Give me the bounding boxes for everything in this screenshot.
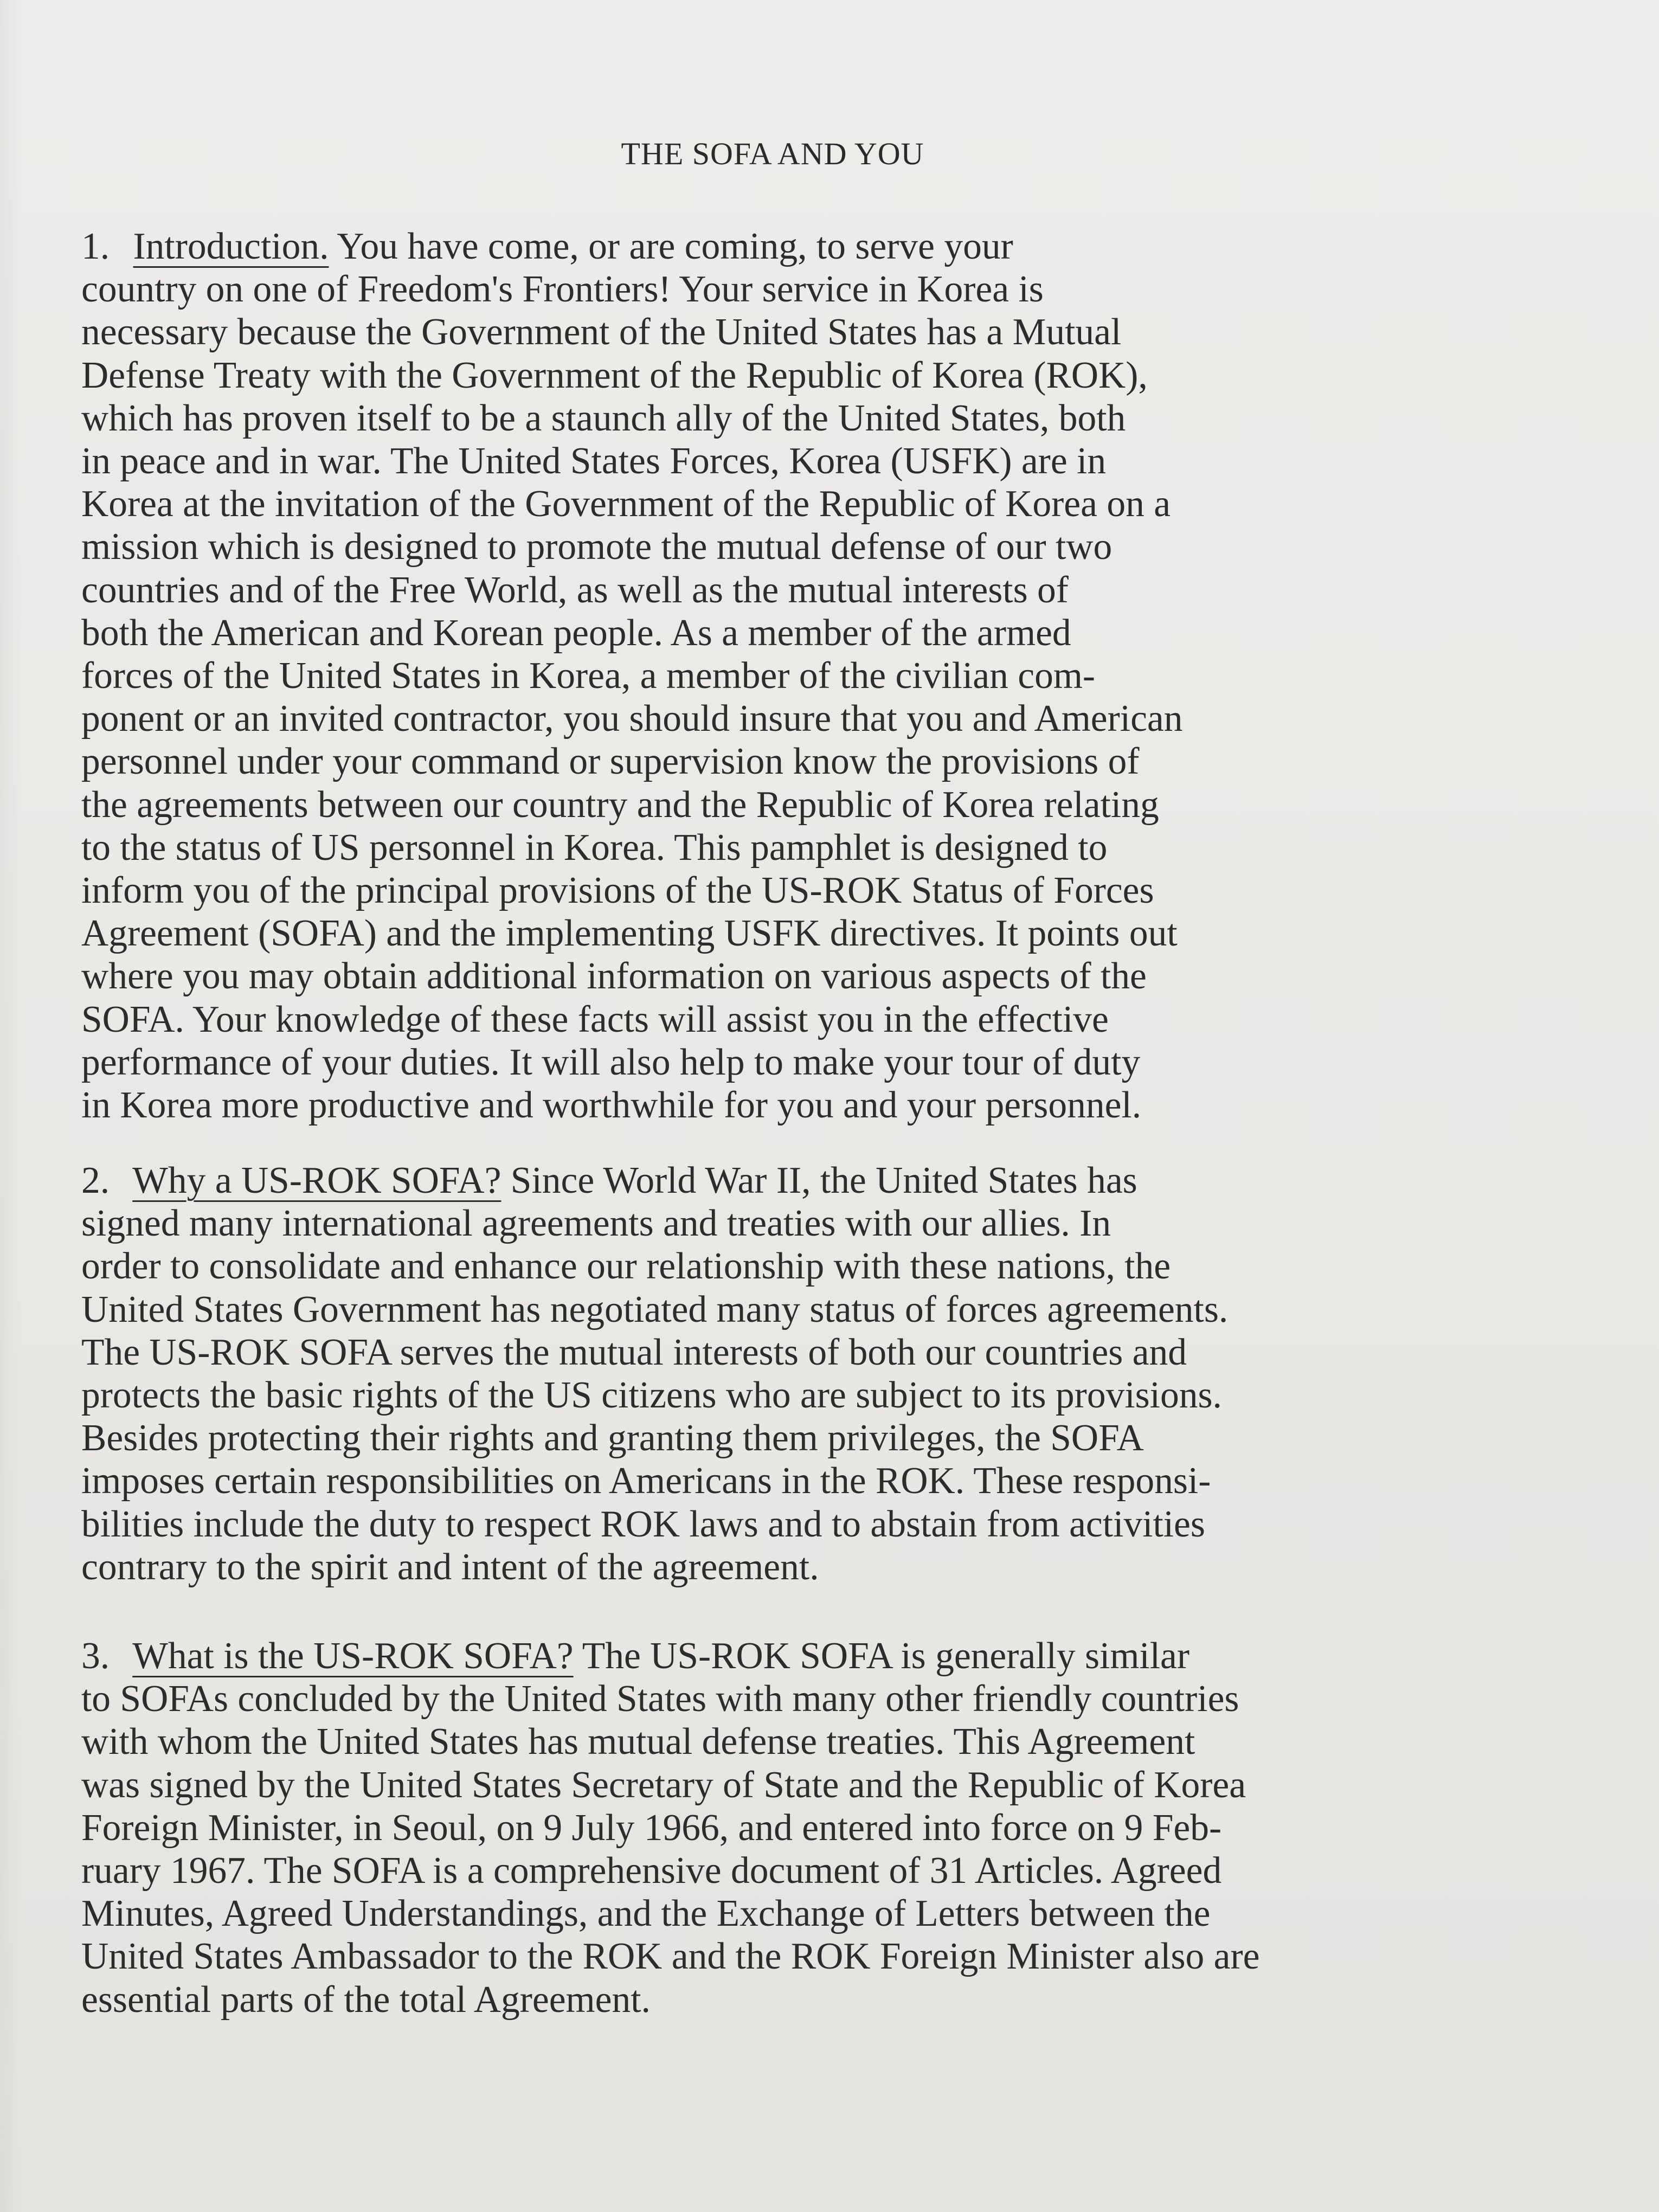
paragraph-line: essential parts of the total Agreement. <box>81 1978 651 2021</box>
paragraph-line: where you may obtain additional information on various aspects of the <box>81 955 1147 998</box>
paragraph-line: countries and of the Free World, as well as the mutual interests of <box>81 569 1069 611</box>
paragraph-line: necessary because the Government of the United States has a Mutual <box>81 311 1122 353</box>
paragraph-line: performance of your duties. It will also help to make your tour of duty <box>81 1041 1141 1083</box>
paragraph-line: both the American and Korean people. As a member of the armed <box>81 612 1071 654</box>
paragraph-line: The US-ROK SOFA serves the mutual interests of both our countries and <box>81 1331 1187 1373</box>
paragraph-line: in Korea more productive and worthwhile for you and your personnel. <box>81 1084 1142 1127</box>
paragraph-line: the agreements between our country and the Republic of Korea relating <box>81 783 1159 826</box>
paragraph-line: contrary to the spirit and intent of the agreement. <box>81 1546 819 1588</box>
page-title: THE SOFA AND YOU <box>621 136 924 171</box>
paragraph-line: order to consolidate and enhance our relationship with these nations, the <box>81 1245 1171 1288</box>
section-heading: Why a US-ROK SOFA? <box>132 1160 501 1201</box>
paragraph-line: protects the basic rights of the US citizens who are subject to its provisions. <box>81 1374 1222 1417</box>
paragraph-line: SOFA. Your knowledge of these facts will assist you in the effective <box>81 998 1109 1040</box>
paragraph-line: bilities include the duty to respect ROK laws and to abstain from activities <box>81 1503 1205 1545</box>
paragraph-line: personnel under your command or supervision know the provisions of <box>81 741 1140 783</box>
paragraph-line: signed many international agreements and treaties with our allies. In <box>81 1203 1111 1245</box>
paragraph-line: ponent or an invited contractor, you should insure that you and American <box>81 698 1183 740</box>
paragraph-line: in peace and in war. The United States Forces, Korea (USFK) are in <box>81 440 1107 483</box>
paragraph-line: inform you of the principal provisions of the US-ROK Status of Forces <box>81 870 1154 912</box>
paragraph-line: Korea at the invitation of the Government of the Republic of Korea on a <box>81 483 1171 525</box>
section-introduction <box>81 225 1578 1127</box>
section-what-is-sofa <box>81 1635 1578 2021</box>
paragraph-line <box>81 1159 1578 1202</box>
section-number: 3. <box>81 1635 110 1677</box>
paragraph-line: was signed by the United States Secretary of State and the Republic of Korea <box>81 1764 1246 1806</box>
paragraph-line <box>81 225 1578 268</box>
paragraph-line: country on one of Freedom's Frontiers! Your service in Korea is <box>81 268 1044 311</box>
paragraph-line <box>81 1635 1578 1677</box>
section-number: 2. <box>81 1160 110 1201</box>
paragraph-line: Minutes, Agreed Understandings, and the Exchange of Letters between the <box>81 1893 1211 1935</box>
page-edge-shadow <box>0 0 22 2212</box>
paragraph-line: to SOFAs concluded by the United States with many other friendly countries <box>81 1678 1239 1720</box>
line-text: The US-ROK SOFA is generally similar <box>582 1635 1190 1677</box>
section-why-sofa <box>81 1159 1578 1589</box>
line-text: Since World War II, the United States has <box>510 1160 1137 1201</box>
paragraph-line: United States Ambassador to the ROK and the ROK Foreign Minister also are <box>81 1935 1260 1978</box>
paragraph-line: Foreign Minister, in Seoul, on 9 July 1966, and entered into force on 9 Feb- <box>81 1806 1222 1849</box>
paragraph-line: ruary 1967. The SOFA is a comprehensive document of 31 Articles. Agreed <box>81 1850 1222 1892</box>
section-number: 1. <box>81 226 110 267</box>
paragraph-line: Besides protecting their rights and granting them privileges, the SOFA <box>81 1417 1144 1459</box>
paragraph-line: forces of the United States in Korea, a member of the civilian com- <box>81 655 1096 697</box>
paragraph-line: to the status of US personnel in Korea. This pamphlet is designed to <box>81 826 1108 869</box>
paragraph-line: imposes certain responsibilities on Americans in the ROK. These responsi- <box>81 1460 1211 1502</box>
section-heading: Introduction. <box>133 226 329 267</box>
paragraph-line: Defense Treaty with the Government of the Republic of Korea (ROK), <box>81 354 1148 396</box>
paragraph-line: United States Government has negotiated many status of forces agreements. <box>81 1288 1229 1330</box>
section-heading: What is the US-ROK SOFA? <box>132 1635 574 1677</box>
paragraph-line: with whom the United States has mutual defense treaties. This Agreement <box>81 1721 1195 1763</box>
paragraph-line: mission which is designed to promote the mutual defense of our two <box>81 526 1113 568</box>
paragraph-line: Agreement (SOFA) and the implementing USFK directives. It points out <box>81 912 1178 955</box>
paragraph-line: which has proven itself to be a staunch ally of the United States, both <box>81 397 1126 439</box>
line-text: You have come, or are coming, to serve your <box>337 226 1013 267</box>
